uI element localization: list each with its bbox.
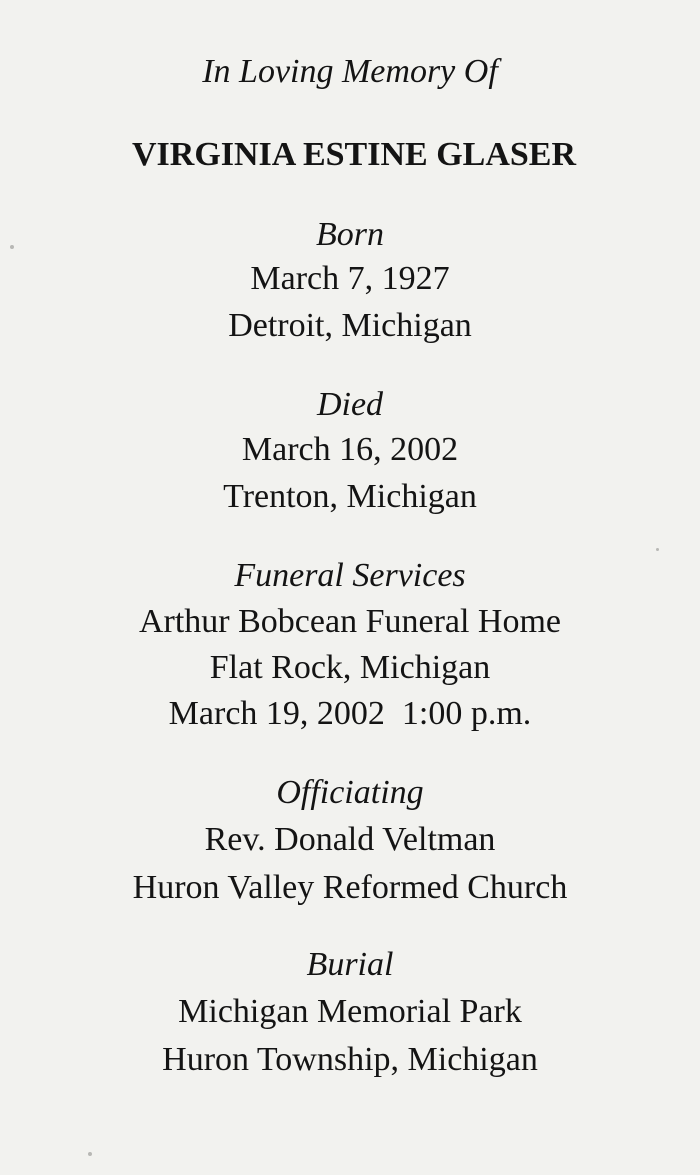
burial-heading: Burial [306,946,394,983]
officiant-name: Rev. Donald Veltman [204,821,496,858]
funeral-place: Flat Rock, Michigan [209,649,491,686]
born-heading: Born [316,216,384,253]
born-place: Detroit, Michigan [228,307,472,344]
paper-speck [656,548,659,551]
funeral-heading: Funeral Services [234,557,466,594]
died-heading: Died [316,386,384,423]
deceased-name: VIRGINIA ESTINE GLASER [131,136,577,173]
funeral-venue: Arthur Bobcean Funeral Home [138,603,562,640]
officiating-heading: Officiating [276,774,424,811]
paper-speck [10,245,14,249]
officiating-church: Huron Valley Reformed Church [132,869,568,906]
burial-cemetery: Michigan Memorial Park [178,993,522,1030]
burial-place: Huron Township, Michigan [162,1041,538,1078]
died-place: Trenton, Michigan [223,478,477,515]
born-date: March 7, 1927 [250,260,450,297]
memorial-intro: In Loving Memory Of [202,53,498,90]
paper-speck [88,1152,92,1156]
funeral-datetime: March 19, 2002 1:00 p.m. [168,695,532,732]
died-date: March 16, 2002 [241,431,459,468]
